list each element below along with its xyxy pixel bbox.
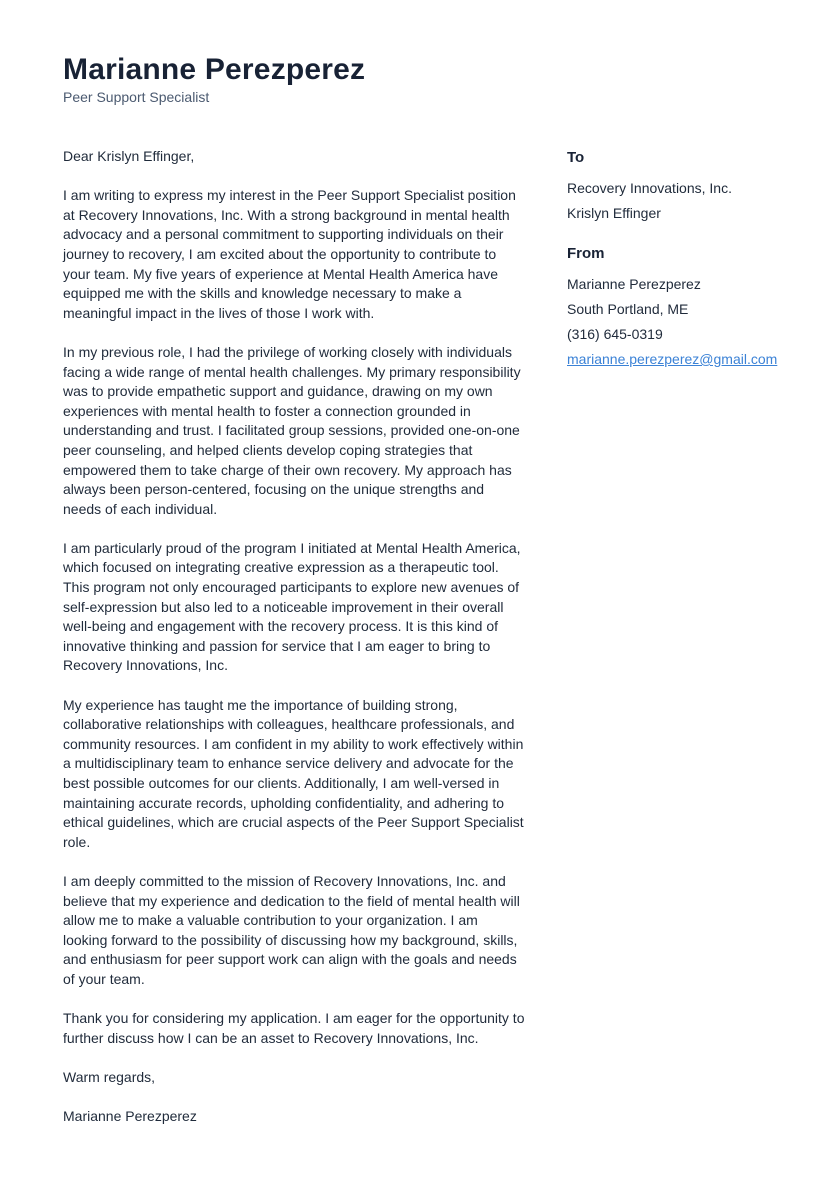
paragraph-2: In my previous role, I had the privilege of working closely with individuals facing a wide range of mental health challenges. My primary responsibility was to provide empathetic support and guidance, drawing on my own experiences with mental health to foster a connection grounded in understanding and trust. I facilitated group sessions, provided one-on-one peer counseling, and helped clients develop coping strategies that empowered them to take charge of their own recovery. My approach has always been person-centered, focusing on the unique strengths and needs of each individual. (63, 343, 521, 517)
applicant-name: Marianne Perezperez (63, 53, 366, 86)
sender-phone: (316) 645-0319 (567, 326, 663, 342)
paragraph-3: I am particularly proud of the program I initiated at Mental Health America, which focused on integrating creative expression as a therapeutic tool. This program not only encouraged participants to explore new avenues of self-expression but also led to a noticeable improvement in their overall well-being and engagement with the recovery process. It is this kind of innovative thinking and passion for service that I am eager to bring to Recovery Innovations, Inc. (63, 539, 521, 674)
paragraph-1: I am writing to express my interest in the Peer Support Specialist position at Recovery Innovations, Inc. With a strong background in mental health advocacy and a personal commitment to supporting individuals on their journey to recovery, I am excited about the opportunity to contribute to your team. My five years of experience at Mental Health America have equipped me with the skills and knowledge necessary to make a meaningful impact in the lives of those I work with. (63, 187, 516, 321)
sender-email-link[interactable]: marianne.perezperez@gmail.com (567, 351, 778, 367)
recipient-company: Recovery Innovations, Inc. (567, 180, 732, 196)
sender-location: South Portland, ME (567, 301, 689, 317)
to-heading: To (567, 149, 585, 166)
paragraph-6: Thank you for considering my application. I am eager for the opportunity to further discuss how I can be an asset to Recovery Innovations, Inc. (63, 1010, 525, 1046)
closing: Warm regards, (63, 1068, 156, 1085)
to-section (567, 148, 817, 226)
signature: Marianne Perezperez (63, 1108, 197, 1125)
recipient-contact: Krislyn Effinger (567, 205, 661, 221)
from-section (567, 244, 817, 372)
letter-body (63, 147, 525, 1146)
sender-name: Marianne Perezperez (567, 276, 701, 292)
paragraph-5: I am deeply committed to the mission of Recovery Innovations, Inc. and believe that my experience and dedication to the field of mental health will allow me to make a valuable contribution to your organization. I am looking forward to the possibility of discussing how my background, skills, and enthusiasm for peer support work can align with the goals and needs of your team. (63, 872, 520, 987)
header (63, 52, 365, 106)
paragraph-4: My experience has taught me the importance of building strong, collaborative relationships with colleagues, healthcare professionals, and community resources. I am confident in my ability to work effectively within a multidisciplinary team to enhance service delivery and advocate for the best possible outcomes for our clients. Additionally, I am well-versed in maintaining accurate records, upholding confidentiality, and adhering to ethical guidelines, which are crucial aspects of the Peer Support Specialist role. (63, 696, 524, 850)
greeting: Dear Krislyn Effinger, (63, 148, 195, 164)
sidebar (567, 148, 817, 390)
applicant-title: Peer Support Specialist (63, 89, 210, 105)
from-heading: From (567, 245, 605, 262)
